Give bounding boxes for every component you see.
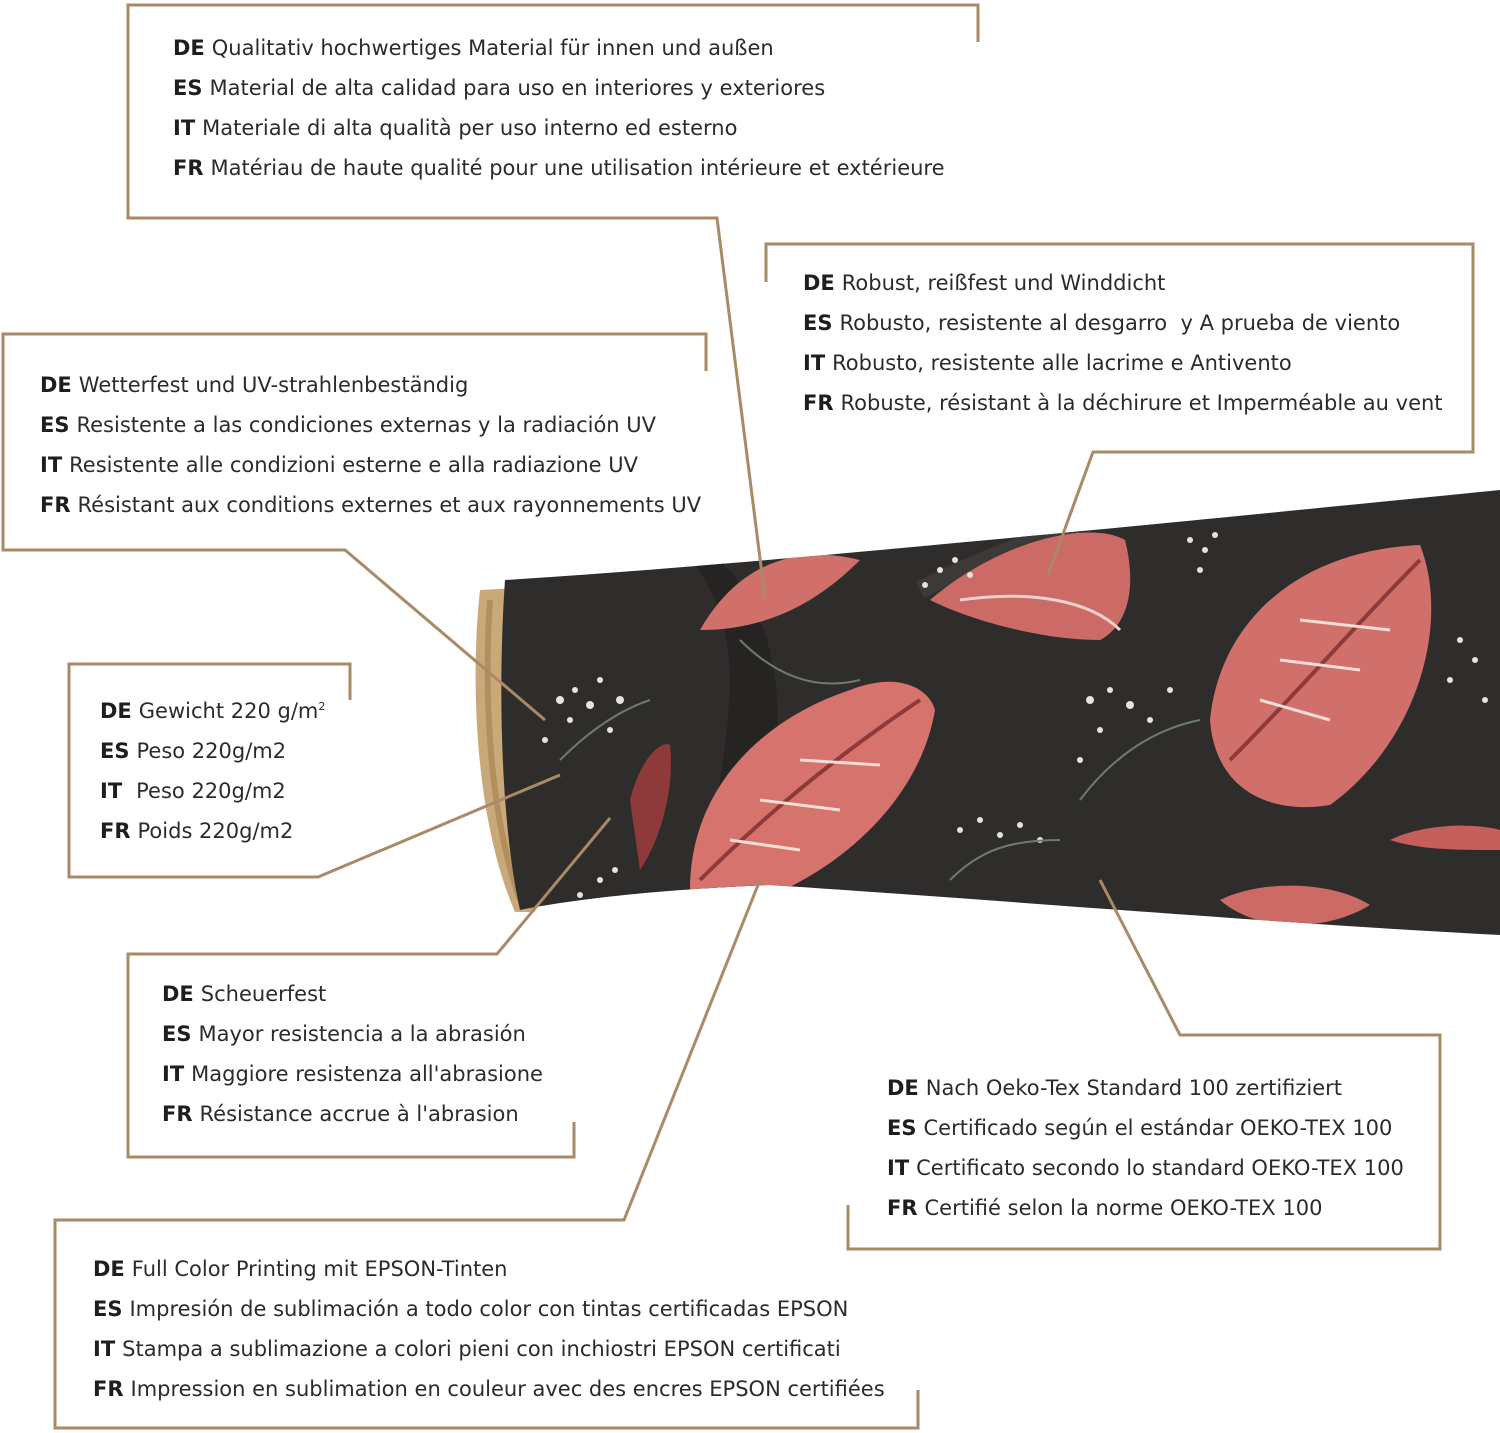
panel-weight [100,691,325,851]
text-es: Material de alta calidad para uso en interiores y exteriores [209,76,826,100]
lang-code-es: ES [173,76,203,100]
text-de: Robust, reißfest und Winddicht [841,271,1166,295]
lang-code-fr: FR [93,1377,124,1401]
text-it: Peso 220g/m2 [136,779,286,803]
line-it [100,771,325,811]
text-it: Certificato secondo lo standard OEKO-TEX 100 [916,1156,1404,1180]
line-fr [100,811,325,851]
text-de: Full Color Printing mit EPSON-Tinten [131,1257,508,1281]
lang-code-it: IT [40,453,63,477]
lang-code-it: IT [100,779,123,803]
line-es [173,68,945,108]
lang-code-es: ES [162,1022,192,1046]
panel-printing [93,1249,885,1409]
line-fr [803,383,1443,423]
line-it [803,343,1443,383]
line-fr [40,485,701,525]
line-fr [162,1094,543,1134]
text-fr: Résistance accrue à l'abrasion [199,1102,519,1126]
text-es: Resistente a las condiciones externas y la radiación UV [76,413,657,437]
text-it: Materiale di alta qualità per uso interno ed esterno [202,116,738,140]
lang-code-it: IT [803,351,826,375]
text-it: Robusto, resistente alle lacrime e Antivento [832,351,1292,375]
line-es [40,405,701,445]
superscript: 2 [318,700,326,713]
lang-code-es: ES [887,1116,917,1140]
line-it [887,1148,1404,1188]
line-de [173,28,945,68]
text-es: Robusto, resistente al desgarro y A prueba de viento [839,311,1401,335]
text-de: Nach Oeko-Tex Standard 100 zertifiziert [925,1076,1343,1100]
lang-code-de: DE [173,36,205,60]
line-it [93,1329,885,1369]
text-it: Maggiore resistenza all'abrasione [191,1062,543,1086]
lang-code-fr: FR [40,493,71,517]
line-de [803,263,1443,303]
lang-code-de: DE [162,982,194,1006]
panel-oeko-tex [887,1068,1404,1228]
lang-code-fr: FR [162,1102,193,1126]
lang-code-it: IT [173,116,196,140]
line-de [887,1068,1404,1108]
line-es [803,303,1443,343]
text-it: Stampa a sublimazione a colori pieni con inchiostri EPSON certificati [122,1337,841,1361]
line-it [40,445,701,485]
lang-code-de: DE [93,1257,125,1281]
lang-code-fr: FR [803,391,834,415]
lang-code-de: DE [887,1076,919,1100]
panel-material [173,28,945,188]
panel-robust [803,263,1443,423]
lang-code-fr: FR [100,819,131,843]
text-fr: Résistant aux conditions externes et aux rayonnements UV [77,493,702,517]
line-de [40,365,701,405]
text-es: Mayor resistencia a la abrasión [198,1022,526,1046]
lang-code-fr: FR [887,1196,918,1220]
text-de: Qualitativ hochwertiges Material für innen und außen [211,36,774,60]
text-fr: Poids 220g/m2 [137,819,294,843]
text-es: Impresión de sublimación a todo color con tintas certificadas EPSON [129,1297,849,1321]
lang-code-it: IT [93,1337,116,1361]
fabric-pattern [480,480,1500,940]
lang-code-de: DE [100,699,132,723]
lang-code-es: ES [93,1297,123,1321]
lang-code-es: ES [100,739,130,763]
panel-abrasion [162,974,543,1134]
lang-code-es: ES [40,413,70,437]
line-de [100,691,325,731]
line-it [173,108,945,148]
line-de [162,974,543,1014]
line-de [93,1249,885,1289]
text-fr: Impression en sublimation en couleur avec des encres EPSON certifiées [130,1377,885,1401]
lang-code-it: IT [887,1156,910,1180]
line-es [162,1014,543,1054]
lang-code-es: ES [803,311,833,335]
text-fr: Robuste, résistant à la déchirure et Imperméable au vent [840,391,1443,415]
text-de: Scheuerfest [200,982,327,1006]
lang-code-de: DE [40,373,72,397]
panel-weather [40,365,701,525]
text-fr: Matériau de haute qualité pour une utilisation intérieure et extérieure [210,156,945,180]
text-de: Wetterfest und UV-strahlenbeständig [78,373,469,397]
text-de: Gewicht 220 g/m [138,699,319,723]
line-fr [93,1369,885,1409]
line-es [887,1108,1404,1148]
line-es [100,731,325,771]
line-es [93,1289,885,1329]
line-fr [173,148,945,188]
lang-code-it: IT [162,1062,185,1086]
text-es: Certificado según el estándar OEKO-TEX 100 [923,1116,1393,1140]
line-fr [887,1188,1404,1228]
text-it: Resistente alle condizioni esterne e alla radiazione UV [69,453,638,477]
text-es: Peso 220g/m2 [136,739,287,763]
lang-code-fr: FR [173,156,204,180]
lang-code-de: DE [803,271,835,295]
text-fr: Certifié selon la norme OEKO-TEX 100 [924,1196,1323,1220]
line-it [162,1054,543,1094]
